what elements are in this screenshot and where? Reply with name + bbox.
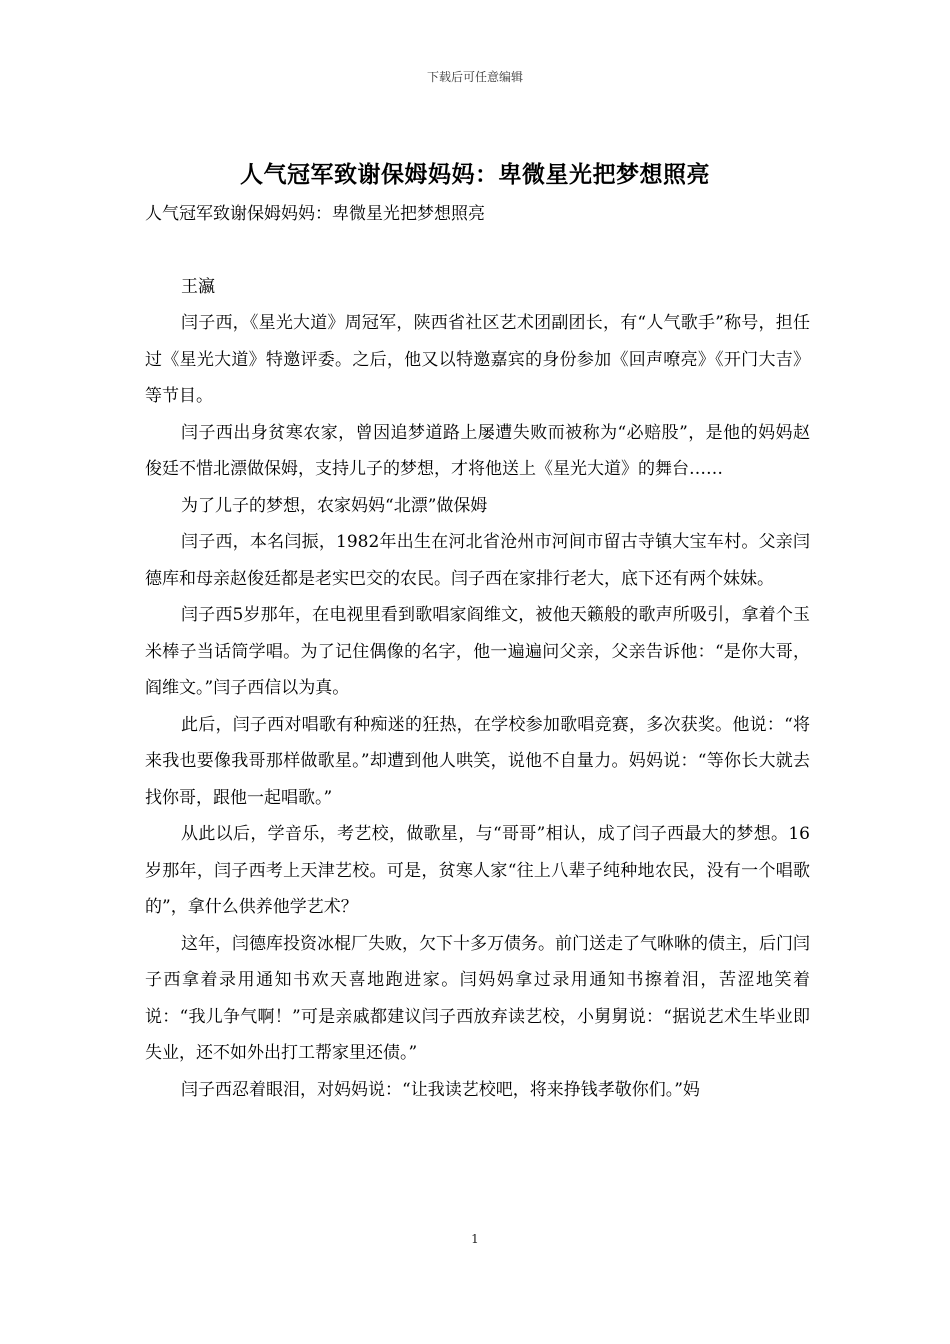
document-title: 人气冠军致谢保姆妈妈：卑微星光把梦想照亮 xyxy=(240,161,710,188)
paragraph: 闫子西出身贫寒农家，曾因追梦道路上屡遭失败而被称为“必赔股”，是他的妈妈赵俊廷不惜北漂做保姆，支持儿子的梦想，才将他送上《星光大道》的舞台…… xyxy=(145,422,810,479)
author-line: 王瀛 xyxy=(181,276,215,297)
paragraph: 从此以后，学音乐，考艺校，做歌星，与“哥哥”相认，成了闫子西最大的梦想。16岁那年，闫子西考上天津艺校。可是，贫寒人家“往上八辈子纯种地农民，没有一个唱歌的”，拿什么供养他学艺术？ xyxy=(145,824,810,917)
header-note: 下载后可任意编辑 xyxy=(426,70,523,84)
paragraph: 闫子西忍着眼泪，对妈妈说：“让我读艺校吧，将来挣钱孝敬你们。”妈 xyxy=(181,1079,700,1100)
paragraph: 闫子西，《星光大道》周冠军，陕西省社区艺术团副团长，有“人气歌手”称号，担任过《星光大道》特邀评委。之后，他又以特邀嘉宾的身份参加《回声嘹亮》《开门大吉》等节目。 xyxy=(145,313,810,406)
subtitle-line: 人气冠军致谢保姆妈妈：卑微星光把梦想照亮 xyxy=(145,204,485,224)
page-number: 1 xyxy=(471,1232,479,1246)
section-heading: 为了儿子的梦想，农家妈妈“北漂”做保姆 xyxy=(181,495,488,516)
paragraph: 闫子西，本名闫振，1982年出生在河北省沧州市河间市留古寺镇大宝车村。父亲闫德库和母亲赵俊廷都是老实巴交的农民。闫子西在家排行老大，底下还有两个妹妹。 xyxy=(145,532,810,589)
paragraph: 这年，闫德库投资冰棍厂失败，欠下十多万债务。前门送走了气咻咻的债主，后门闫子西拿着录用通知书欢天喜地跑进家。闫妈妈拿过录用通知书擦着泪，苦涩地笑着说：“我儿争气啊！”可是亲戚都建议闫子西放弃读艺校，小舅舅说：“据说艺术生毕业即失业，还不如外出打工帮家里还债。” xyxy=(145,933,810,1063)
paragraph: 闫子西5岁那年，在电视里看到歌唱家阎维文，被他天籁般的歌声所吸引，拿着个玉米棒子当话筒学唱。为了记住偶像的名字，他一遍遍问父亲，父亲告诉他：“是你大哥，阎维文。”闫子西信以为真。 xyxy=(145,605,810,698)
paragraph: 此后，闫子西对唱歌有种痴迷的狂热，在学校参加歌唱竞赛，多次获奖。他说：“将来我也要像我哥那样做歌星。”却遭到他人哄笑，说他不自量力。妈妈说：“等你长大就去找你哥，跟他一起唱歌。” xyxy=(145,714,810,808)
document-body xyxy=(145,196,810,1108)
